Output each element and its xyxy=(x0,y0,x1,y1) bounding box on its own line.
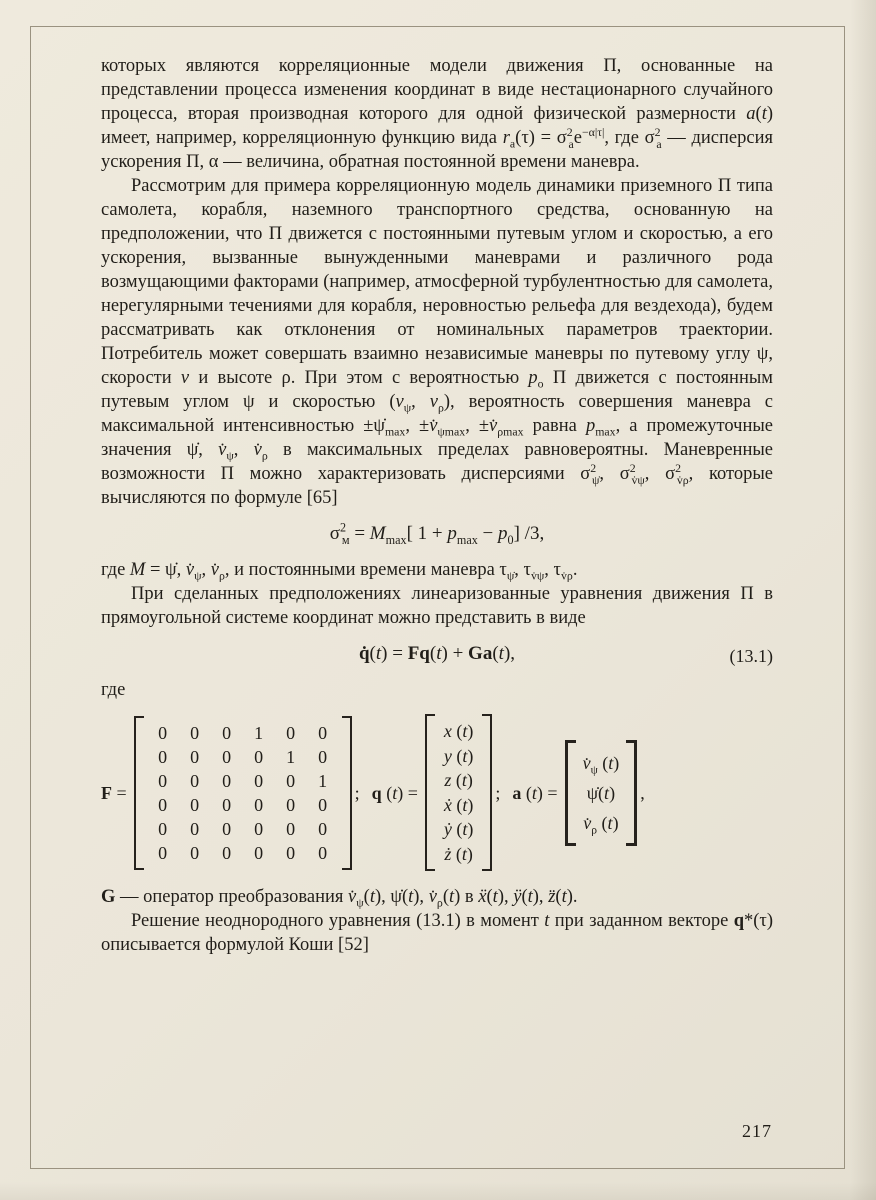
left-bracket xyxy=(565,740,576,846)
separator-comma: , xyxy=(640,782,645,803)
matrix-cell: 1 xyxy=(286,746,296,767)
separator-semicolon: ; xyxy=(495,782,501,803)
matrix-cell: 0 xyxy=(190,842,200,863)
matrix-f xyxy=(134,716,352,870)
matrix-cell: 0 xyxy=(254,794,264,815)
matrix-cell: 0 xyxy=(286,794,296,815)
right-bracket xyxy=(626,740,637,846)
matrix-cell: 0 xyxy=(254,770,264,791)
paragraph-continuation: которых являются корреляционные модели движения П, основанные на представлении процесса изменения координат в виде нестационарного случайного процесса, вторая производная которого для одной физической размерности a(t) имеет, например, корреляционную функцию вида $r_а(\tau) = \sigma^2_аe^{-\alpha|\tau|}$, где $\sigma^2_а$ — дисперсия ускорения П, α — величина, обратная постоянной времени маневра. xyxy=(101,56,774,172)
paragraph-model: Рассмотрим для примера корреляционную модель динамики приземного П типа самолета, корабля, наземного транспортного средства, основанную на предположении, что П движется с постоянными путевым углом и скоростью, а его ускорения, вызванные вынужденными маневрами и различного рода возмущающими факторами (например, атмосферной турбулентностью для самолета, нерегулярными течениями для корабля, неровностью рельефа для вездехода), будем рассматривать как отклонения от номинальных параметров траектории. Потребитель может совершать взаимно независимые маневры по путевому углу ψ, скорости v и высоте ρ. При этом с вероятностью $p_о$ П движется с постоянным путевым углом ψ и скоростью ($v_\psi$, $v_\rho$), вероятность совершения маневра с максимальной интенсивностью $\pm\psi̇_{max}$, $\pm v̇_{\psi max}$, $\pm v̇_{\rho max}$ равна $p_{max}$, а промежуточные значения ψ̇, $v̇_\psi$, $v̇_\rho$ в максимальных пределах равновероятны. Маневренные возможности П можно характеризовать дисперсиями $\sigma^2_{\psi̇}$, $\sigma^2_{v̇\psi}$, $\sigma^2_{v̇\rho}$, которые вычисляются по формуле [65] xyxy=(101,176,774,508)
matrix-cell: 1 xyxy=(254,722,264,743)
paragraph-solution: Решение неоднородного уравнения (13.1) в момент t при заданном векторе q*(τ) описывается формулой Коши [52] xyxy=(101,911,773,955)
matrix-cell: 0 xyxy=(318,746,328,767)
matrix-cell: 0 xyxy=(318,722,328,743)
matrix-cell: 0 xyxy=(190,722,200,743)
text-block xyxy=(101,54,773,957)
matrix-cell: 0 xyxy=(286,818,296,839)
matrix-f-label: F = xyxy=(101,782,127,803)
matrix-cell: 0 xyxy=(318,818,328,839)
vector-q-label: q (t) = xyxy=(371,782,418,803)
page-bottom-shadow xyxy=(0,1182,876,1200)
left-bracket xyxy=(425,714,435,871)
matrix-cell: 0 xyxy=(318,794,328,815)
matrix-cell: 0 xyxy=(190,794,200,815)
vector-q xyxy=(425,714,493,871)
vector-entry: y (t) xyxy=(443,745,474,766)
matrix-cell: 0 xyxy=(286,842,296,863)
matrix-cell: 0 xyxy=(222,722,232,743)
formula-dispersion: $\sigma^2_м = M_{max}$[ $1 + p_{max} - p_0$] /3, xyxy=(329,520,545,547)
matrix-cell: 0 xyxy=(222,842,232,863)
vector-entry: ẋ (t) xyxy=(443,794,474,815)
matrix-cell: 0 xyxy=(254,818,264,839)
matrix-cell: 0 xyxy=(222,794,232,815)
matrix-cell: 0 xyxy=(286,722,296,743)
vector-entry: z (t) xyxy=(444,770,473,790)
vector-entry: ẏ (t) xyxy=(443,819,474,839)
vector-entry: $v̇_\rho$ (t) xyxy=(583,812,619,837)
matrix-definitions xyxy=(101,714,773,871)
separator-semicolon: ; xyxy=(354,782,360,803)
right-bracket xyxy=(342,716,352,870)
matrix-cell: 0 xyxy=(222,770,232,791)
matrix-cell: 0 xyxy=(190,770,200,791)
right-bracket xyxy=(482,714,492,871)
paragraph-g-operator: G — оператор преобразования $v̇_\psi(t)$, ψ̇(t), $v̇_\rho(t)$ в ẍ(t), ÿ(t), z̈(t). xyxy=(101,887,578,910)
vector-a-entries xyxy=(576,740,627,846)
matrix-cell: 0 xyxy=(190,818,200,839)
paragraph-equations-intro: При сделанных предположениях линеаризованные уравнения движения П в прямоугольной системе координат можно представить в виде xyxy=(101,584,773,628)
matrix-cell: 0 xyxy=(286,770,296,791)
where-clause-m: где M = ψ̇, $v̇_\psi$, $v̇_\rho$, и постоянными времени маневра $\tau_{\psi̇}$, $\tau_{v̇\psi}$, $\tau_{v̇\rho}$. xyxy=(101,560,578,583)
matrix-cell: 1 xyxy=(318,770,328,791)
vector-entry: x (t) xyxy=(443,721,474,741)
page-edge-shadow xyxy=(850,0,876,1200)
page-number: 217 xyxy=(742,1121,772,1141)
where-label: где xyxy=(101,680,126,700)
vector-a-label: a (t) = xyxy=(512,782,558,803)
matrix-cell: 0 xyxy=(222,746,232,767)
matrix-cell: 0 xyxy=(158,818,168,839)
left-bracket xyxy=(134,716,144,870)
equation-13-1-row xyxy=(101,642,773,666)
vector-q-entries xyxy=(435,714,483,871)
matrix-cell: 0 xyxy=(222,818,232,839)
matrix-cell: 0 xyxy=(158,722,168,743)
vector-a xyxy=(565,740,638,846)
matrix-f-cells xyxy=(144,716,342,870)
matrix-cell: 0 xyxy=(254,746,264,767)
equation-number: (13.1) xyxy=(729,646,773,666)
vector-entry: ψ̇(t) xyxy=(586,782,616,803)
matrix-cell: 0 xyxy=(254,842,264,863)
matrix-cell: 0 xyxy=(318,842,328,863)
vector-entry: ż (t) xyxy=(444,843,473,864)
matrix-cell: 0 xyxy=(158,794,168,815)
matrix-cell: 0 xyxy=(158,842,168,863)
matrix-cell: 0 xyxy=(158,746,168,767)
vector-entry: $v̇_\psi$ (t) xyxy=(582,752,620,777)
matrix-cell: 0 xyxy=(190,746,200,767)
equation-13-1: q̇(t) = Fq(t) + Ga(t), xyxy=(358,643,516,664)
matrix-cell: 0 xyxy=(158,770,168,791)
